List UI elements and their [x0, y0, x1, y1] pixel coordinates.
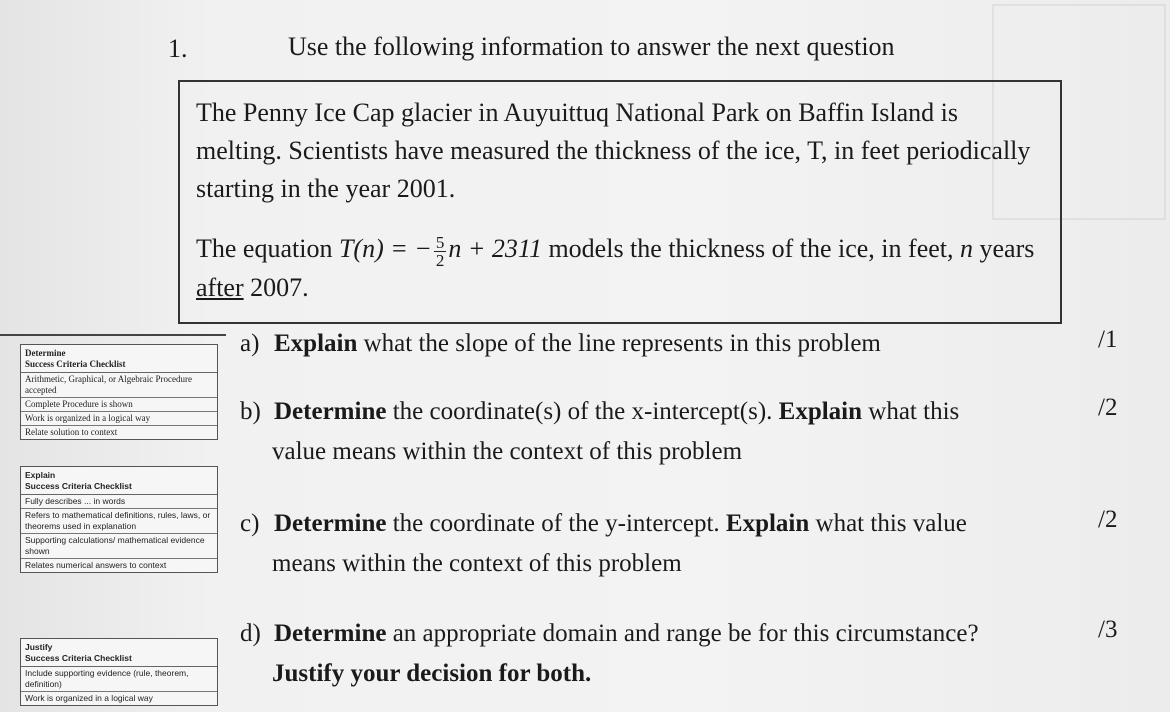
checklist-row: Complete Procedure is shown: [21, 398, 217, 412]
checklist-row: Work is organized in a logical way: [25, 693, 153, 703]
checklist-header: [21, 639, 217, 667]
checklist-title: Justify: [25, 642, 53, 652]
question-number: 1.: [168, 34, 188, 63]
part-label: c): [240, 510, 260, 537]
part-b: [240, 392, 959, 472]
justify-checklist: [20, 638, 218, 706]
checklist-row: Work is organized in a logical way: [21, 412, 217, 426]
checklist-title: Determine: [25, 348, 66, 358]
part-d-marks: /3: [1098, 616, 1118, 643]
checklist-row: Refers to mathematical definitions, rules, laws, or theorems used in explanation: [21, 509, 217, 534]
checklist-row: Arithmetic, Graphical, or Algebraic Procedure accepted: [21, 373, 217, 398]
checklist-header: [21, 345, 217, 373]
part-text: what the slope of the line represents in this problem: [357, 330, 881, 357]
years-text: years: [973, 234, 1035, 263]
part-text-2: what this value: [809, 510, 967, 537]
part-verb: Determine: [274, 398, 387, 425]
checklist-row: Include supporting evidence (rule, theorem, definition): [21, 667, 217, 692]
variable-n: n: [960, 234, 973, 263]
question-intro: Use the following information to answer the next question: [288, 32, 895, 61]
equation-rhs: n + 2311: [448, 234, 542, 263]
part-c-marks: /2: [1098, 506, 1118, 533]
part-label: b): [240, 398, 261, 425]
checklist-row: Relates numerical answers to context: [25, 560, 167, 570]
part-verb-2: Explain: [725, 510, 810, 537]
explain-checklist: [20, 466, 218, 573]
determine-checklist: [20, 344, 218, 440]
equation-paragraph: [196, 230, 1046, 307]
checklist-row: Fully describes ... in words: [21, 495, 217, 509]
checklist-row: Relate solution to context: [25, 427, 118, 437]
part-text-continued: means within the context of this problem: [272, 550, 682, 577]
part-label: a): [240, 330, 260, 357]
part-a-marks: /1: [1098, 326, 1118, 353]
fraction-numerator: 5: [435, 232, 445, 252]
part-text-continued: value means within the context of this problem: [272, 438, 743, 465]
fraction-denominator: 2: [435, 250, 445, 270]
equation-lhs: T(n) = −: [338, 234, 432, 263]
equation-prefix: The equation: [196, 234, 339, 263]
part-label: d): [240, 620, 261, 647]
part-text: an appropriate domain and range be for this circumstance?: [386, 620, 979, 647]
info-paragraph: The Penny Ice Cap glacier in Auyuittuq National Park on Baffin Island is melting. Scientists have measured the thickness of the ice, T, in feet periodically starting in the year 2001.: [196, 98, 1031, 203]
checklist-subtitle: Success Criteria Checklist: [25, 481, 132, 491]
checklist-subtitle: Success Criteria Checklist: [25, 359, 126, 369]
section-divider: [0, 334, 226, 336]
equation-suffix: models the thickness of the ice, in feet,: [541, 234, 960, 263]
part-a: [240, 324, 881, 364]
equation-fraction: [434, 234, 447, 269]
checklist-row: Supporting calculations/ mathematical evidence shown: [21, 534, 217, 559]
part-text: the coordinate(s) of the x-intercept(s).: [386, 398, 779, 425]
part-b-marks: /2: [1098, 394, 1118, 421]
part-d: [240, 614, 979, 694]
year-end: 2007.: [243, 272, 309, 302]
part-verb: Determine: [274, 620, 387, 647]
after-underlined: after: [196, 272, 244, 302]
part-justify: Justify your decision for both.: [272, 660, 592, 687]
checklist-subtitle: Success Criteria Checklist: [25, 653, 132, 663]
part-c: [240, 504, 967, 584]
part-verb-2: Explain: [778, 398, 863, 425]
part-verb: Determine: [274, 510, 387, 537]
checklist-title: Explain: [25, 470, 56, 480]
checklist-header: [21, 467, 217, 495]
part-text: the coordinate of the y-intercept.: [386, 510, 726, 537]
part-verb: Explain: [274, 330, 358, 357]
information-box: [178, 80, 1062, 324]
part-text-2: what this: [862, 398, 960, 425]
